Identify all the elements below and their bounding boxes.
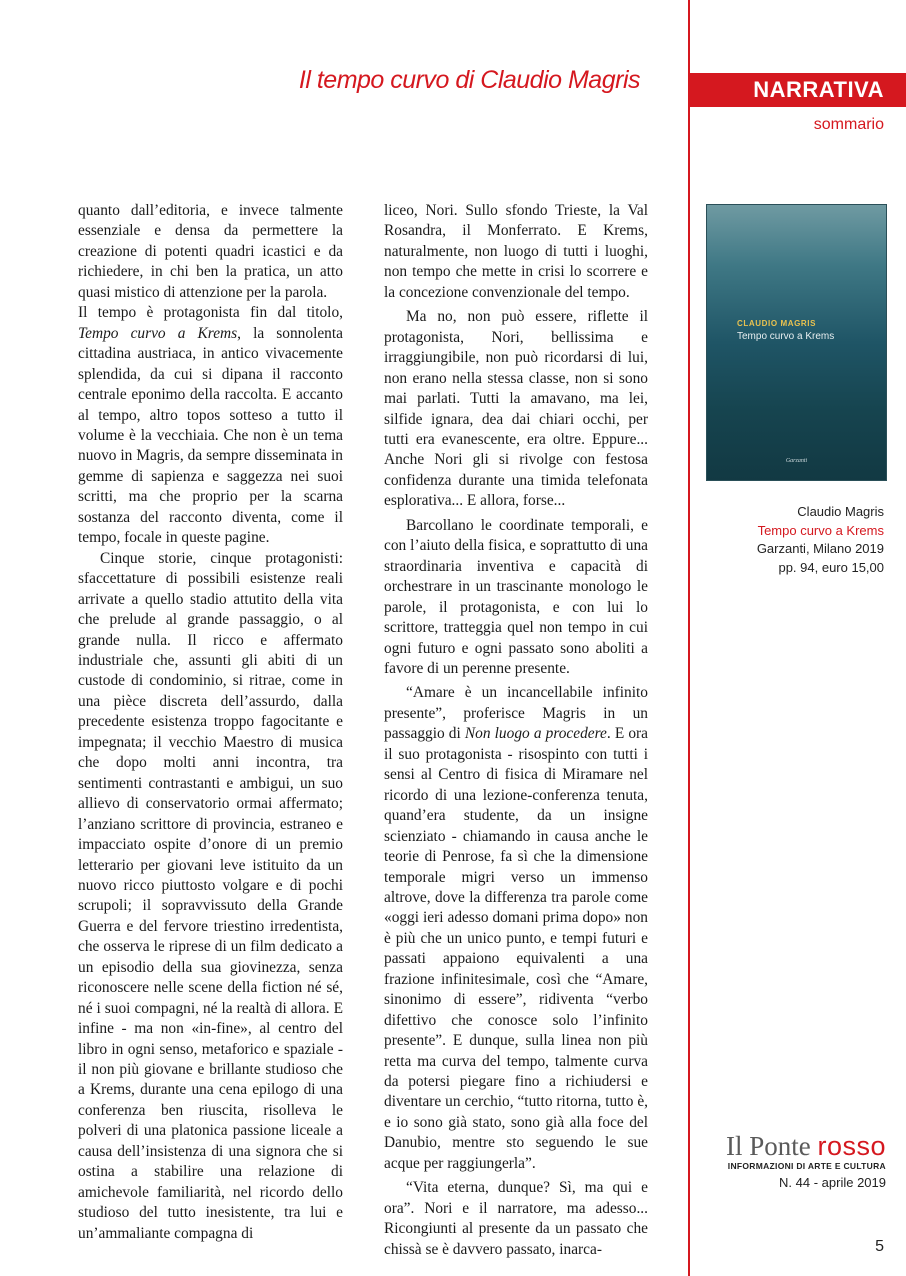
section-banner	[690, 73, 906, 107]
article-column-1	[78, 201, 343, 1244]
book-title-italic: Tempo curvo a Krems	[78, 324, 238, 342]
cover-author: CLAUDIO MAGRIS	[737, 319, 817, 328]
page-number: 5	[875, 1238, 884, 1255]
paragraph: liceo, Nori. Sullo sfondo Trieste, la Val Rosandra, il Monferrato. E Krems, naturalmente, non luogo di tutti i luoghi, non tempo che mette in crisi lo scorrere e la concezione convenzionale del tempo.	[384, 202, 648, 301]
paragraph: Il tempo è protagonista fin dal titolo, Tempo curvo a Krems, la sonnolenta cittadina austriaca, in antico vivacemente splendida, da cui si dipana il racconto centrale eponimo della raccolta. E accanto al tempo, altro topos sotteso a tutto il volume è la vecchiaia. Che non è un tema nuovo in Magris, da sempre disseminata in gemme di sapienza e saggezza nei suoi scritti, ma che proprio per la scarna sostanza del racconto diventa, come il tempo, focale in queste pagine.	[78, 304, 343, 547]
masthead-tagline: INFORMAZIONI DI ARTE E CULTURA	[727, 1161, 886, 1171]
paragraph: “Amare è un incancellabile infinito presente”, proferisce Magris in un passaggio di Non luogo a procedere. E ora il suo protagonista - risospinto con tutti i sensi al Centro di fisica di Miramare nel ricordo di una lezione-conferenza tenuta, quand’era studente, da un insigne scienziato - chiamando in causa anche le teorie di Penrose, fa sì che la dimensione temporale migri verso un immenso altrove, dove la differenza tra parole come «oggi ieri adesso domani prima dopo» non è più che un unico punto, e tempi futuri e passati appaiono equivalenti a una frazione infinitesimale, così che “Amare, sinonimo di essere”, ridiventa “verbo difettivo che conosce solo l’infinito presente”. E dunque, sulla linea non più retta ma curva del tempo, talmente curva da potersi piegare fino a richiudersi e diventare un cerchio, “tutto ritorna, tutto è, e io sono già stato, sono già alla foce del Danubio, mentre sto seguendo le sue acque per raggiungerla”.	[384, 684, 648, 1172]
sidebar-divider	[688, 0, 690, 1276]
sommario-link[interactable]: sommario	[813, 116, 884, 133]
paragraph: Barcollano le coordinate temporali, e con l’aiuto della fisica, e soprattutto di una straordinaria inventiva e capacità di orchestrare in un trascinante monologo le parole, il protagonista, e con lui lo scrittore, tratteggia quel non tempo in cui ogni futuro e ogni passato sono aboliti a favore di un perenne presente.	[384, 516, 648, 677]
masthead-logo	[726, 1132, 886, 1190]
section-label: NARRATIVA	[753, 77, 884, 102]
paragraph: “Vita eterna, dunque? Sì, ma qui e ora”. Nori e il narratore, ma adesso... Ricongiunti al presente da un passato che chissà se è davvero passato, inarca-	[384, 1179, 648, 1258]
book-info	[757, 503, 884, 577]
book-details: pp. 94, euro 15,00	[778, 559, 884, 575]
article-title: Il tempo curvo di Claudio Magris	[298, 66, 640, 94]
masthead-name: Il Ponte rosso	[725, 1131, 886, 1161]
book-title: Tempo curvo a Krems	[757, 522, 884, 538]
cover-publisher: Garzanti	[785, 458, 808, 464]
paragraph: Ma no, non può essere, riflette il protagonista, Nori, bellissima e irraggiungibile, non può ricordarsi di lui, non erano nella stessa classe, non si sono mai parlati. Tutti la amavano, ma lei, silfide ignara, dea dai chiari occhi, per tutti era evanescente, era oltre. Eppure... Anche Nori gli si rivolge con festosa confidenza durante una timida telefonata esplorativa... E allora, forse...	[384, 308, 648, 510]
paragraph: Cinque storie, cinque protagonisti: sfaccettature di possibili esistenze reali arrivate a quello stadio attutito della vita che prelude al grande passaggio, o al grande nulla. Il ricco e affermato industriale che, assunti gli abiti di un custode di condominio, si ritrae, come in una pièce discreta dell’assurdo, dalla precedente esistenza troppo fagocitante e impegnata; il vecchio Maestro di musica che dopo molti anni incontra, tra sentimenti contrastanti e ambigui, un suo allievo di conservatorio ormai affermato; l’anziano scrittore di provincia, estraneo e impacciato ospite d’onore di un premio letterario per giovani leve istituito da un nuovo ricco piuttosto volgare e di pochi scrupoli; il sopravvissuto della Grande Guerra e del fervore triestino irredentista, che osserva le riprese di un film dedicato a un episodio della sua giovinezza, senza riconoscere nelle scene della fiction né sé, né i suoi compagni, né la realtà di allora. E infine - ma non «in-fine», al centro del libro in ogni senso, metaforico e spaziale - il non più giovane e brillante studioso che a Krems, durante una cena epilogo di una conferenza ben riuscita, risolleva le polveri di una platonica passione liceale a causa dell’insistenza di una signora che si ostina a stabilire una relazione di amichevole familiarità, nel ricordo dello studioso del tutto inesistente, tra lui e un’ammaliante compagna di	[78, 549, 343, 1242]
book-title-italic: Non luogo a procedere	[464, 725, 607, 743]
book-author: Claudio Magris	[797, 504, 884, 519]
issue-number: N. 44 - aprile 2019	[779, 1175, 886, 1190]
book-cover-image	[707, 205, 886, 480]
book-publisher: Garzanti, Milano 2019	[756, 541, 884, 557]
cover-title: Tempo curvo a Krems	[737, 331, 835, 342]
article-column-2	[384, 201, 648, 1260]
paragraph: quanto dall’editoria, e invece talmente essenziale e densa da permettere la creazione di potenti quadri icastici e da richiedere, in chi ben la pratica, un atto quasi mistico di attenzione per la parola.	[78, 202, 343, 301]
